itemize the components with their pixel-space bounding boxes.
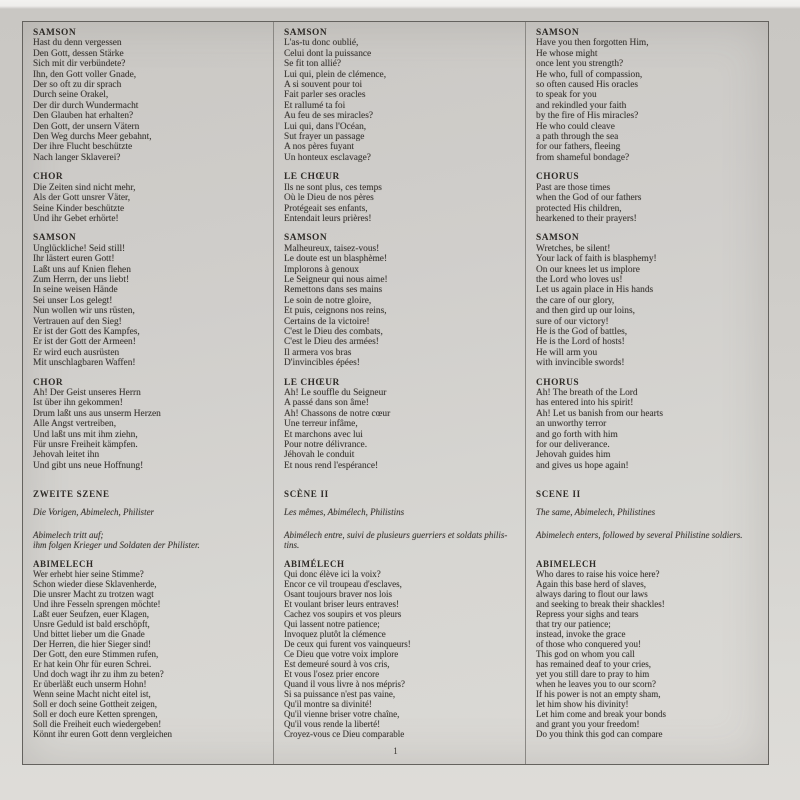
verse-line: De ceux qui furent vos vainqueurs! — [284, 639, 411, 649]
verse-line: has entered into his spirit! — [536, 398, 634, 409]
verse-line: Wer erhebt hier seine Stimme? — [33, 569, 144, 579]
verse-line: so often caused His oracles — [536, 80, 639, 91]
verse-line: He whose might — [536, 48, 598, 59]
verse-line: and go forth with him — [536, 429, 618, 440]
verse-line: Let us again place in His hands — [536, 285, 654, 296]
section-heading: LE CHŒUR — [284, 172, 340, 183]
verse-line: Seine Kinder beschützte — [33, 203, 125, 214]
verse-line: of those who conquered you! — [536, 639, 641, 649]
verse-line: Qu'il montre sa divinité! — [284, 699, 372, 709]
verse-line: Und ihr Gebet erhörte! — [33, 213, 119, 224]
verse-line: Est demeuré sourd à vos cris, — [284, 659, 390, 669]
scene-lines — [284, 569, 521, 739]
section-heading: CHOR — [33, 172, 64, 183]
verse-line: an unworthy terror — [536, 419, 607, 430]
verse-line: Osant toujours braver nos lois — [284, 589, 392, 599]
verse-line: Und gibt uns neue Hoffnung! — [33, 460, 144, 471]
verse-line: Repress your sighs and tears — [536, 609, 639, 619]
section-heading: SAMSON — [284, 233, 328, 244]
verse-line: Jehovah leitet ihn — [33, 450, 100, 461]
verse-line: Laßt uns auf Knien flehen — [33, 264, 131, 275]
speaker-heading: ABIMELECH — [33, 559, 94, 569]
verse-line: always daring to flout our laws — [536, 589, 648, 599]
verse-line: Ah! Chassons de notre cœur — [284, 408, 391, 419]
verse-line: Sut frayer un passage — [284, 132, 365, 143]
section-heading: SAMSON — [284, 28, 328, 38]
verse-line: Unsre Geduld ist bald erschöpft, — [33, 619, 150, 629]
libretto-column — [23, 22, 273, 764]
verse-line: Ce Dieu que votre voix implore — [284, 649, 399, 659]
verse-line: Der Herren, die hier Sieger sind! — [33, 639, 151, 649]
verse-line: sure of our victory! — [536, 316, 609, 327]
verse-line: Und ihre Fesseln sprengen möchte! — [33, 599, 161, 609]
scene-heading: SCENE II — [536, 489, 581, 499]
scene-heading: ZWEITE SZENE — [33, 489, 110, 499]
verse-line: by the fire of His miracles? — [536, 111, 639, 122]
verse-line: Drum laßt uns aus unserm Herzen — [33, 408, 161, 419]
verse-line: If his power is not an empty sham, — [536, 689, 661, 699]
verse-line: Sich mit dir verbündete? — [33, 59, 126, 70]
stage-direction — [284, 530, 521, 550]
verse-line: Encor ce vil troupeau d'esclaves, — [284, 579, 402, 589]
verse-line: Il armera vos bras — [284, 347, 352, 358]
verse-line: Et puis, ceignons nos reins, — [284, 306, 387, 317]
cast-line: Les mêmes, Abimélech, Philistins — [284, 507, 405, 517]
verse-section — [536, 233, 762, 368]
verse-line: Durch seine Orakel, — [33, 90, 109, 101]
verse-line: Könnt ihr euren Gott denn vergleichen — [33, 729, 173, 739]
verse-line: Als der Gott unsrer Väter, — [33, 193, 131, 204]
verse-line: Le Seigneur qui nous aime! — [284, 274, 388, 285]
verse-line: Nach langer Sklaverei? — [33, 152, 121, 163]
verse-line: Soll die Freiheit euch wiedergeben! — [33, 719, 162, 729]
verse-line: for our fathers, fleeing — [536, 142, 621, 153]
verse-section — [33, 233, 267, 368]
verse-line: Mit unschlagbaren Waffen! — [33, 358, 136, 369]
verse-line: Et marchons avec lui — [284, 429, 363, 440]
verse-line: C'est le Dieu des armées! — [284, 337, 379, 348]
verse-line: Lui qui, plein de clémence, — [284, 69, 387, 80]
verse-line: Ihn, den Gott voller Gnade, — [33, 69, 137, 80]
verse-line: when he leaves you to our scorn? — [536, 679, 656, 689]
verse-line: Entendait leurs prières! — [284, 213, 372, 224]
verse-line: Who dares to raise his voice here? — [536, 569, 660, 579]
verse-line: Protégeait ses enfants, — [284, 203, 368, 214]
verse-line: Der so oft zu dir sprach — [33, 80, 122, 91]
verse-line: Den Weg durchs Meer gebahnt, — [33, 132, 152, 143]
verse-line: He is the God of battles, — [536, 326, 628, 337]
stage-direction-line: Abimélech entre, suivi de plusieurs guerriers et soldats philis- — [284, 530, 508, 540]
verse-line: Unglückliche! Seid still! — [33, 243, 126, 254]
column-container — [23, 22, 768, 764]
verse-line: Croyez-vous ce Dieu comparable — [284, 729, 405, 739]
stage-direction-line: tins. — [284, 540, 300, 550]
verse-section — [284, 172, 519, 224]
verse-line: Für unsre Freiheit kämpfen. — [33, 440, 138, 451]
verse-line: has remained deaf to your cries, — [536, 659, 651, 669]
verse-line: Ils ne sont plus, ces temps — [284, 182, 382, 193]
verse-line: Jehovah guides him — [536, 450, 611, 461]
verse-line: with invincible swords! — [536, 358, 625, 369]
verse-line: Si sa puissance n'est pas vaine, — [284, 689, 396, 699]
verse-line: Alle Angst vertreiben, — [33, 419, 117, 430]
section-heading: SAMSON — [33, 233, 77, 244]
verse-line: Have you then forgotten Him, — [536, 38, 649, 49]
verse-lines — [284, 38, 519, 163]
section-heading: CHORUS — [536, 377, 580, 388]
verse-lines — [536, 38, 762, 163]
verse-line: Your lack of faith is blasphemy! — [536, 254, 657, 265]
verse-line: He who, full of compassion, — [536, 69, 643, 80]
verse-section — [284, 233, 519, 368]
verse-line: Où le Dieu de nos pères — [284, 193, 374, 204]
verse-section — [284, 378, 519, 472]
verse-line: when the God of our fathers — [536, 193, 642, 204]
verse-line: Wenn seine Macht nicht eitel ist, — [33, 689, 151, 699]
verse-line: D'invincibles épées! — [284, 358, 360, 369]
verse-line: Den Glauben hat erhalten? — [33, 111, 134, 122]
page-frame — [22, 21, 769, 765]
verse-line: Den Gott, der unsern Vätern — [33, 121, 140, 132]
verse-line: from shameful bondage? — [536, 152, 630, 163]
libretto-column — [273, 22, 525, 764]
verse-line: Past are those times — [536, 182, 611, 193]
stage-direction — [536, 530, 764, 550]
verse-line: to speak for you — [536, 90, 597, 101]
verse-line: Ah! Le souffle du Seigneur — [284, 388, 387, 398]
verse-line: Qu'il vous rende la liberté! — [284, 719, 381, 729]
verse-line: Den Gott, dessen Stärke — [33, 48, 124, 59]
verse-line: Zum Herrn, der uns liebt! — [33, 274, 130, 285]
verse-line: the care of our glory, — [536, 295, 615, 306]
verse-line: Cachez vos soupirs et vos pleurs — [284, 609, 402, 619]
verse-line: Ist über ihn gekommen! — [33, 398, 123, 409]
scene-lines — [33, 569, 269, 739]
verse-line: instead, invoke the grace — [536, 629, 626, 639]
verse-line: Again this base herd of slaves, — [536, 579, 646, 589]
verse-part — [284, 28, 519, 471]
verse-line: Ihr lästert euren Gott! — [33, 254, 115, 265]
verse-line: Malheureux, taisez-vous! — [284, 243, 380, 254]
scene-heading: SCÈNE II — [284, 489, 329, 499]
verse-line: This god on whom you call — [536, 649, 635, 659]
verse-line: Le soin de notre gloire, — [284, 295, 372, 306]
verse-line: Der ihre Flucht beschützte — [33, 142, 133, 153]
verse-lines — [284, 244, 519, 369]
verse-line: and rekindled your faith — [536, 100, 627, 111]
verse-line: Celui dont la puissance — [284, 48, 372, 59]
verse-line: Und bittet lieber um die Gnade — [33, 629, 145, 639]
verse-line: Fait parler ses oracles — [284, 90, 366, 101]
verse-line: He is the Lord of hosts! — [536, 337, 625, 348]
verse-line: Hast du denn vergessen — [33, 38, 122, 49]
verse-line: and then gird up our loins, — [536, 306, 635, 317]
scene-block — [33, 489, 269, 739]
verse-line: a path through the sea — [536, 132, 619, 143]
verse-line: Die Zeiten sind nicht mehr, — [33, 182, 136, 193]
verse-line: that try our patience; — [536, 619, 611, 629]
verse-line: Le doute est un blasphème! — [284, 254, 388, 265]
verse-line: Und laßt uns mit ihm ziehn, — [33, 429, 138, 440]
verse-part — [536, 28, 762, 471]
verse-line: Qui lassent notre patience; — [284, 619, 380, 629]
verse-line: Er hat kein Ohr für euren Schrei. — [33, 659, 152, 669]
verse-line: and seeking to break their shackles! — [536, 599, 665, 609]
verse-lines — [536, 244, 762, 369]
verse-line: Remettons dans ses mains — [284, 285, 383, 296]
scene-block — [284, 489, 521, 739]
verse-line: He will arm you — [536, 347, 598, 358]
verse-section — [536, 172, 762, 224]
section-heading: CHOR — [33, 377, 64, 388]
verse-line: Die unsrer Macht zu trotzen wagt — [33, 589, 154, 599]
verse-line: Und doch wagt ihr zu ihm zu beten? — [33, 669, 164, 679]
verse-line: Et nous rend l'espérance! — [284, 460, 379, 471]
verse-line: Implorons à genoux — [284, 264, 359, 275]
verse-line: Vertrauen auf den Sieg! — [33, 316, 122, 327]
verse-line: C'est le Dieu des combats, — [284, 326, 383, 337]
verse-line: Wretches, be silent! — [536, 243, 611, 254]
verse-line: Certains de la victoire! — [284, 316, 370, 327]
verse-lines — [33, 388, 267, 471]
verse-line: hearkened to their prayers! — [536, 213, 637, 224]
verse-line: protected His children, — [536, 203, 622, 214]
verse-section — [284, 28, 519, 163]
verse-line: Qui donc élève ici la voix? — [284, 569, 381, 579]
verse-line: Der Gott, den eure Stimmen rufen, — [33, 649, 159, 659]
verse-lines — [536, 183, 762, 225]
verse-section — [536, 378, 762, 472]
section-heading: SAMSON — [536, 233, 580, 244]
verse-line: Soll er doch seine Gottheit zeigen, — [33, 699, 157, 709]
verse-line: In seine weisen Hände — [33, 285, 118, 296]
verse-line: Invoquez plutôt la clémence — [284, 629, 386, 639]
verse-line: Ah! Der Geist unseres Herrn — [33, 388, 141, 398]
verse-line: Et rallumé ta foi — [284, 100, 346, 111]
speaker-heading: ABIMÉLECH — [284, 559, 345, 569]
verse-line: Schon wieder diese Sklavenherde, — [33, 579, 157, 589]
stage-direction — [33, 530, 269, 550]
verse-lines — [33, 244, 267, 369]
verse-line: Lui qui, dans l'Océan, — [284, 121, 367, 132]
verse-line: the Lord who loves us! — [536, 274, 623, 285]
verse-line: L'as-tu donc oublié, — [284, 38, 359, 49]
verse-line: yet you still dare to pray to him — [536, 669, 650, 679]
verse-line: Jéhovah le conduit — [284, 450, 355, 461]
scene-lines — [536, 569, 764, 739]
verse-section — [33, 28, 267, 163]
section-heading: SAMSON — [536, 28, 580, 38]
cast-line: The same, Abimelech, Philistines — [536, 507, 656, 517]
cast-line: Die Vorigen, Abimelech, Philister — [33, 507, 155, 517]
verse-line: Et voulant briser leurs entraves! — [284, 599, 399, 609]
libretto-column — [525, 22, 768, 764]
verse-line: Ah! Let us banish from our hearts — [536, 408, 664, 419]
verse-lines — [284, 388, 519, 471]
verse-line: Soll er doch eure Ketten sprengen, — [33, 709, 158, 719]
verse-line: Er wird euch ausrüsten — [33, 347, 120, 358]
verse-line: A passé dans son âme! — [284, 398, 369, 409]
verse-line: Qu'il vienne briser votre chaîne, — [284, 709, 400, 719]
verse-line: let him show his divinity! — [536, 699, 629, 709]
verse-line: Quand il vous livre à nos mépris? — [284, 679, 405, 689]
scene-block — [536, 489, 764, 739]
verse-line: Let him come and break your bonds — [536, 709, 666, 719]
verse-part — [33, 28, 267, 471]
verse-line: Do you think this god can compare — [536, 729, 663, 739]
verse-line: Se fit ton allié? — [284, 59, 342, 70]
verse-line: Er überläßt euch unserm Hohn! — [33, 679, 147, 689]
verse-line: A nos pères fuyant — [284, 142, 355, 153]
verse-line: Un honteux esclavage? — [284, 152, 371, 163]
verse-line: and gives us hope again! — [536, 460, 629, 471]
verse-line: Ah! The breath of the Lord — [536, 388, 638, 398]
verse-line: Nun wollen wir uns rüsten, — [33, 306, 135, 317]
verse-lines — [33, 183, 267, 225]
section-heading: LE CHŒUR — [284, 377, 340, 388]
verse-lines — [536, 388, 762, 471]
verse-line: On our knees let us implore — [536, 264, 640, 275]
verse-line: Une terreur infâme, — [284, 419, 358, 430]
section-heading: CHORUS — [536, 172, 580, 183]
stage-direction-line: Abimelech tritt auf; — [33, 530, 104, 540]
speaker-heading: ABIMELECH — [536, 559, 597, 569]
verse-line: Der dir durch Wundermacht — [33, 100, 139, 111]
verse-section — [33, 378, 267, 472]
section-heading: SAMSON — [33, 28, 77, 38]
verse-section — [536, 28, 762, 163]
verse-line: Laßt euer Seufzen, euer Klagen, — [33, 609, 149, 619]
verse-line: for our deliverance. — [536, 440, 610, 451]
verse-lines — [284, 183, 519, 225]
verse-lines — [33, 38, 267, 163]
verse-line: Au feu de ses miracles? — [284, 111, 374, 122]
page-number: 1 — [393, 746, 398, 756]
verse-line: Et vous l'osez prier encore — [284, 669, 380, 679]
verse-line: A si souvent pour toi — [284, 80, 363, 91]
verse-line: Pour notre délivrance. — [284, 440, 368, 451]
verse-line: Sei unser Los gelegt! — [33, 295, 113, 306]
verse-line: Er ist der Gott der Armeen! — [33, 337, 136, 348]
stage-direction-line: Abimelech enters, followed by several Philistine soldiers. — [536, 530, 743, 540]
verse-line: and grant you your freedom! — [536, 719, 640, 729]
verse-line: Er ist der Gott des Kampfes, — [33, 326, 140, 337]
verse-line: once lent you strength? — [536, 59, 624, 70]
verse-section — [33, 172, 267, 224]
stage-direction-line: ihm folgen Krieger und Soldaten der Philister. — [33, 540, 200, 550]
verse-line: He who could cleave — [536, 121, 615, 132]
